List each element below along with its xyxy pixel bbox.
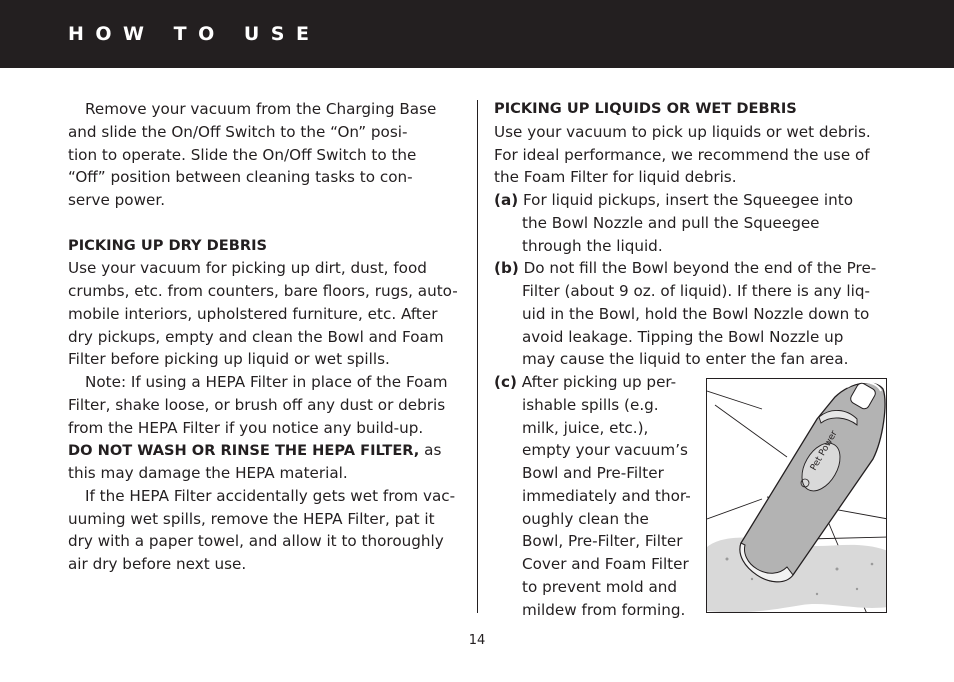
dry-debris-line: crumbs, etc. from counters, bare floors, rugs, auto- [68,282,458,300]
wet-hepa-line: uuming wet spills, remove the HEPA Filter, pat it [68,509,435,528]
step-c-line: immediately and thor- [522,486,691,505]
wet-intro-line: Use your vacuum to pick up liquids or wet debris. [494,122,871,141]
page-number: 14 [468,633,486,648]
step-a-line [494,189,894,212]
dry-debris-heading: PICKING UP DRY DEBRIS [68,236,268,254]
intro-line: Remove your vacuum from the Charging Base [85,100,437,118]
intro-line: serve power. [68,191,166,209]
wet-intro-line: For ideal performance, we recommend the use of [494,145,870,164]
intro-line: “Off” position between cleaning tasks to con- [68,168,413,187]
dry-debris-line: dry pickups, empty and clean the Bowl and Foam [68,327,444,346]
step-b-line: avoid leakage. Tipping the Bowl Nozzle up [522,327,844,346]
vacuum-drawing [707,379,887,613]
step-a-label: (a) [494,191,519,209]
step-b-line: uid in the Bowl, hold the Bowl Nozzle down to [522,304,870,323]
step-c-text: After picking up per- [516,373,677,391]
step-c-line: ishable spills (e.g. [522,395,659,414]
step-c-line: to prevent mold and [522,577,678,596]
step-c-line: Cover and Foam Filter [522,555,689,573]
vacuum-illustration [706,378,887,613]
brand-mark: Pet Power [808,429,840,473]
hepa-note-line: Note: If using a HEPA Filter in place of the Foam [85,373,448,391]
hepa-note-line: from the HEPA Filter if you notice any build-up. [68,418,424,437]
hepa-warning-rest: as [419,441,442,460]
wet-hepa-line: If the HEPA Filter accidentally gets wet from vac- [85,486,456,505]
step-b-line: Filter (about 9 oz. of liquid). If there is any liq- [522,282,870,300]
step-b-line [494,257,894,280]
step-a-text: For liquid pickups, insert the Squeegee into [518,191,854,209]
wet-hepa-line: dry with a paper towel, and allow it to thoroughly [68,532,444,551]
step-a-line: the Bowl Nozzle and pull the Squeegee [522,213,820,232]
intro-line: and slide the On/Off Switch to the “On” posi- [68,122,408,141]
step-c-line: Bowl, Pre-Filter, Filter [522,532,683,551]
hepa-note-line: Filter, shake loose, or brush off any dust or debris [68,395,446,414]
dry-debris-line: mobile interiors, upholstered furniture, etc. After [68,304,438,323]
step-c-line: oughly clean the [522,509,649,528]
step-c-line: Bowl and Pre-Filter [522,464,664,482]
wet-intro-line: the Foam Filter for liquid debris. [494,168,737,187]
wet-debris-heading: PICKING UP LIQUIDS OR WET DEBRIS [494,100,797,117]
wet-hepa-line: air dry before next use. [68,555,247,573]
step-c-line: mildew from forming. [522,600,686,619]
step-b-label: (b) [494,259,519,278]
section-title: HOW TO USE [68,23,321,45]
left-column [68,98,463,576]
intro-line: tion to operate. Slide the On/Off Switch to the [68,145,417,164]
step-c-line: empty your vacuum’s [522,441,688,460]
paragraph-gap [68,212,463,235]
step-b-text: Do not fill the Bowl beyond the end of the Pre- [518,259,877,278]
dry-debris-line: Use your vacuum for picking up dirt, dust, food [68,259,427,278]
page-header [0,0,954,68]
hepa-warning-bold: DO NOT WASH OR RINSE THE HEPA FILTER, [68,442,420,460]
column-divider [477,100,478,613]
step-c-line: milk, juice, etc.), [522,418,649,437]
step-a-line: through the liquid. [522,236,663,255]
hepa-warning-line [68,439,463,462]
step-b-line: may cause the liquid to enter the fan area. [522,350,849,369]
dry-debris-line: Filter before picking up liquid or wet spills. [68,350,390,369]
hepa-warning-tail: this may damage the HEPA material. [68,464,348,482]
step-c-label: (c) [494,373,517,391]
